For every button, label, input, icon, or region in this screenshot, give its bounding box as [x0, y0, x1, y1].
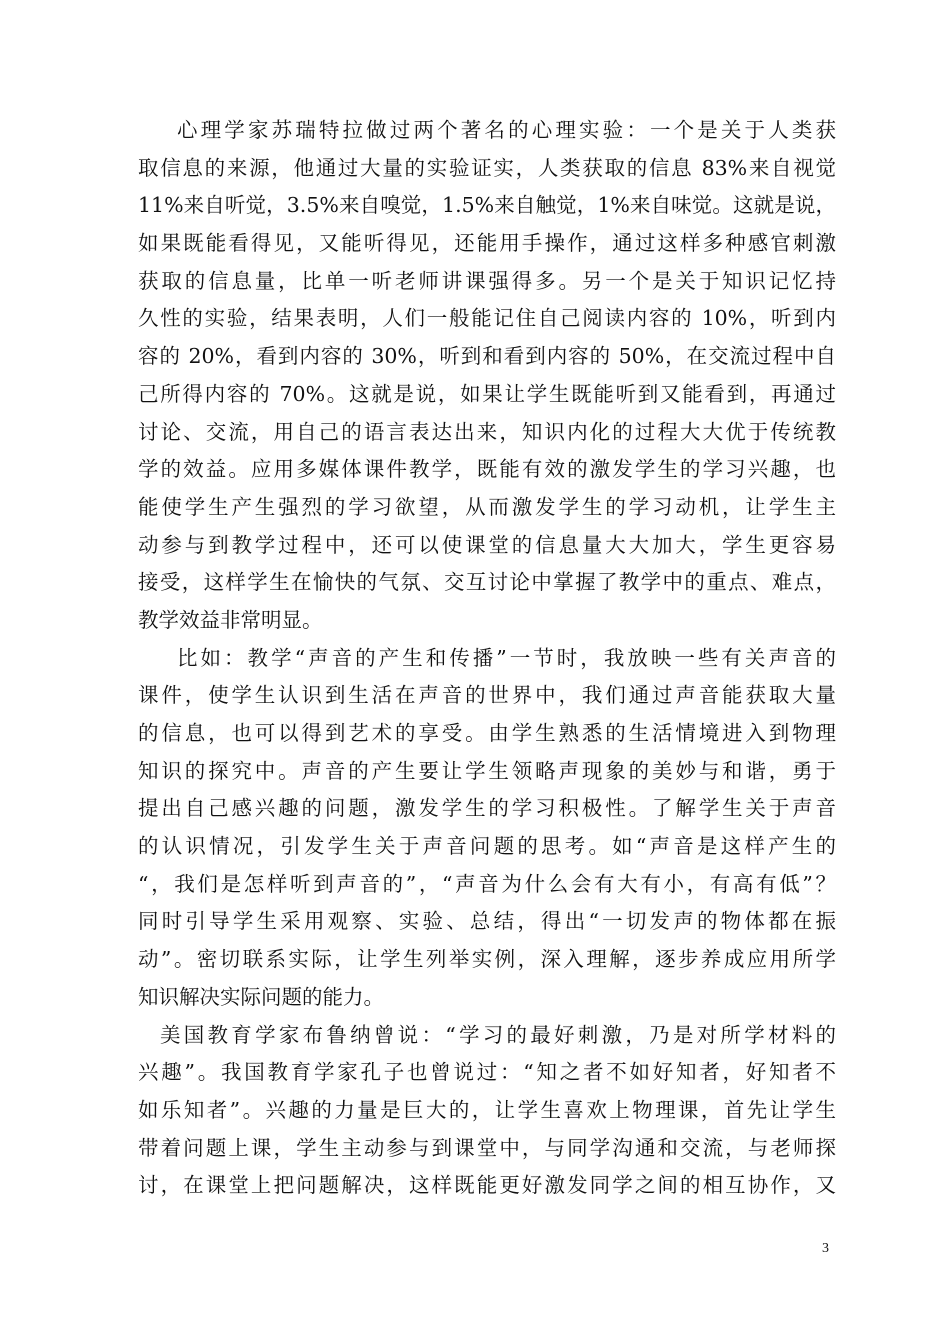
paragraph-line: 容的 20%，看到内容的 30%，听到和看到内容的 50%，在交流过程中自 [138, 344, 836, 369]
paragraph-line: 能使学生产生强烈的学习欲望，从而激发学生的学习动机，让学生主 [138, 494, 836, 519]
paragraph-line: 美国教育学家布鲁纳曾说：“学习的最好刺激，乃是对所学材料的 [160, 1022, 836, 1047]
paragraph-line: 的信息，也可以得到艺术的享受。由学生熟悉的生活情境进入到物理 [138, 721, 836, 745]
paragraph-line: 讨，在课堂上把问题解决，这样既能更好激发同学之间的相互协作，又 [138, 1173, 836, 1198]
paragraph-line: 知识解决实际问题的能力。 [138, 984, 384, 1009]
paragraph-line: 心理学家苏瑞特拉做过两个著名的心理实验：一个是关于人类获 [177, 118, 836, 142]
paragraph-line: 的认识情况，引发学生关于声音问题的思考。如“声音是这样产生的 [138, 834, 836, 859]
paragraph-line: 己所得内容的 70%。这就是说，如果让学生既能听到又能看到，再通过 [138, 381, 836, 406]
paragraph-line: 同时引导学生采用观察、实验、总结，得出“一切发声的物体都在振 [138, 909, 836, 934]
paragraph-line: “，我们是怎样听到声音的”，“声音为什么会有大有小，有高有低”？ [138, 871, 836, 896]
paragraph-line: 动”。密切联系实际，让学生列举实例，深入理解，逐步养成应用所学 [138, 947, 836, 972]
paragraph-line: 比如：教学“声音的产生和传播”一节时，我放映一些有关声音的 [177, 645, 836, 670]
page-number: 3 [822, 1241, 829, 1256]
paragraph-line: 带着问题上课，学生主动参与到课堂中，与同学沟通和交流，与老师探 [138, 1135, 836, 1160]
paragraph-line: 知识的探究中。声音的产生要让学生领略声现象的美妙与和谐，勇于 [138, 758, 836, 783]
paragraph-1 [138, 112, 836, 640]
paragraph-line: 学的效益。应用多媒体课件教学，既能有效的激发学生的学习兴趣，也 [138, 457, 836, 482]
paragraph-line: 如乐知者”。兴趣的力量是巨大的，让学生喜欢上物理课，首先让学生 [138, 1097, 836, 1122]
paragraph-line: 提出自己感兴趣的问题，激发学生的学习积极性。了解学生关于声音 [138, 796, 836, 821]
paragraph-2 [138, 640, 836, 1017]
paragraph-line: 如果既能看得见，又能听得见，还能用手操作，通过这样多种感官刺激 [138, 231, 836, 256]
paragraph-line: 11%来自听觉，3.5%来自嗅觉，1.5%来自触觉，1%来自味觉。这就是说， [138, 193, 836, 218]
paragraph-3 [138, 1017, 836, 1205]
paragraph-line: 取信息的来源，他通过大量的实验证实，人类获取的信息 83%来自视觉 [138, 155, 836, 180]
document-body [138, 112, 836, 1205]
paragraph-line: 动参与到教学过程中，还可以使课堂的信息量大大加大，学生更容易 [138, 532, 836, 557]
paragraph-line: 获取的信息量，比单一听老师讲课强得多。另一个是关于知识记忆持 [138, 268, 836, 293]
paragraph-line: 教学效益非常明显。 [138, 607, 323, 632]
paragraph-line: 兴趣”。我国教育学家孔子也曾说过：“知之者不如好知者，好知者不 [138, 1060, 836, 1085]
paragraph-line: 久性的实验，结果表明，人们一般能记住自己阅读内容的 10%，听到内 [138, 306, 836, 331]
paragraph-line: 接受，这样学生在愉快的气氛、交互讨论中掌握了教学中的重点、难点， [138, 570, 836, 595]
paragraph-line: 讨论、交流，用自己的语言表达出来，知识内化的过程大大优于传统教 [138, 419, 836, 444]
paragraph-line: 课件，使学生认识到生活在声音的世界中，我们通过声音能获取大量 [138, 683, 836, 708]
